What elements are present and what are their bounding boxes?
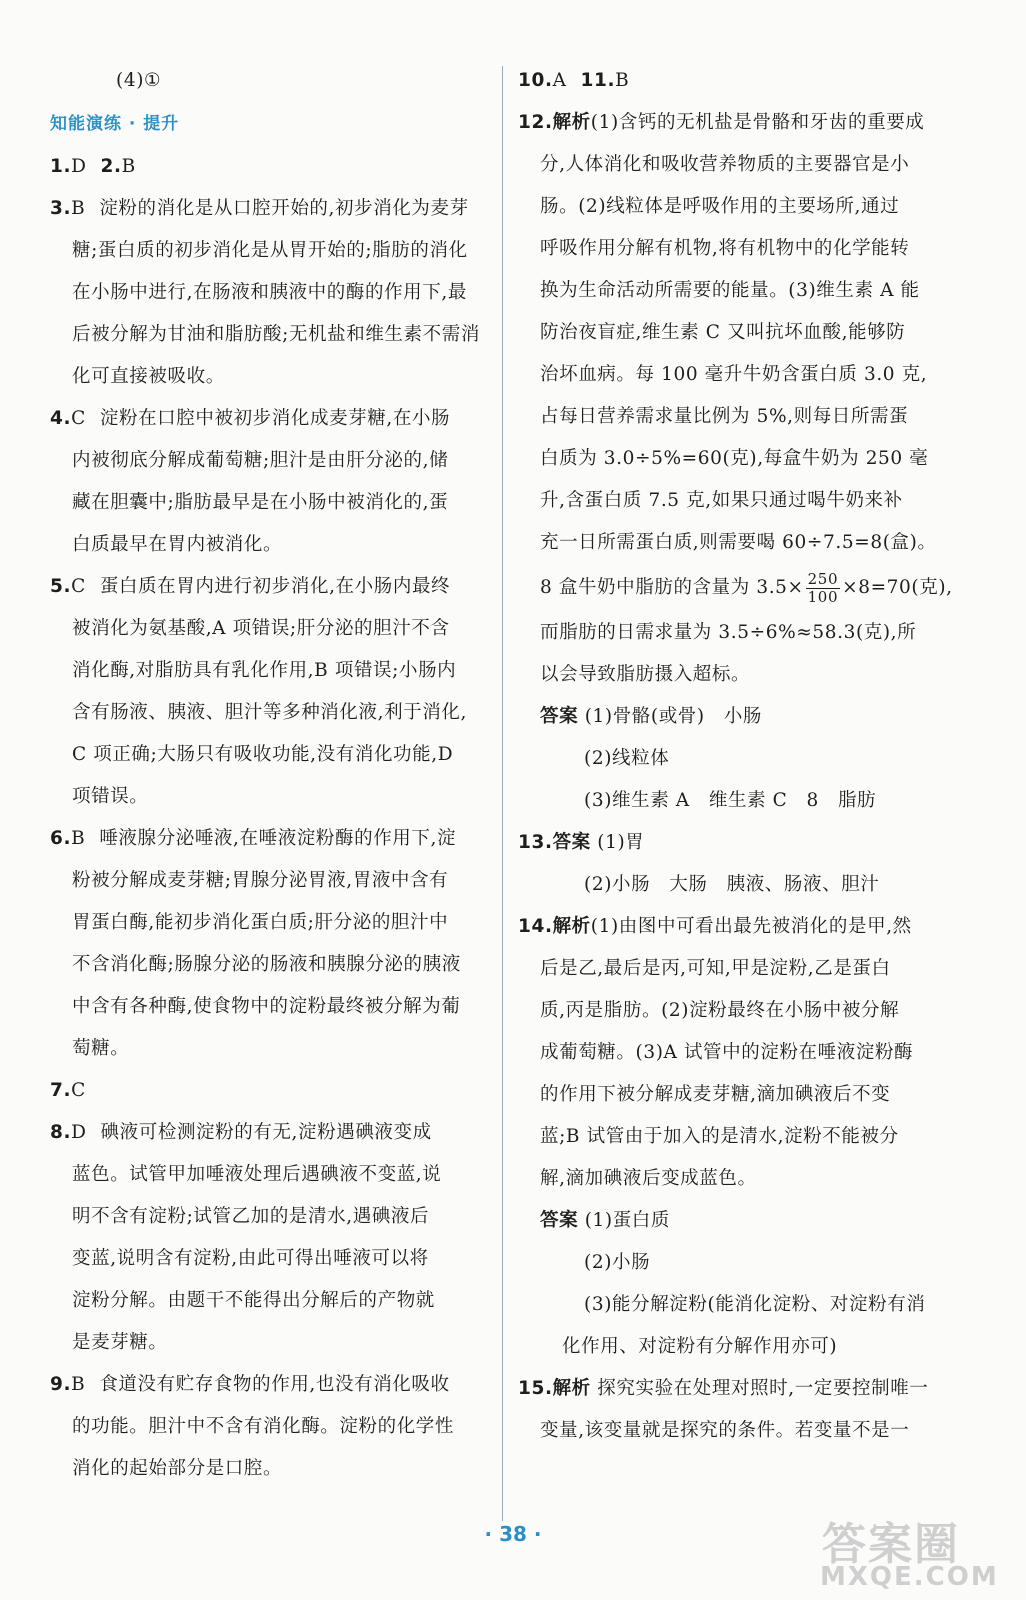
answer-line: 呼吸作用分解有机物,将有机物中的化学能转 [540, 238, 910, 259]
section-title: 知能演练 · 提升 [50, 114, 180, 134]
answer-line: 答案 (1)骨骼(或骨) 小肠 [540, 706, 763, 727]
answer-line: 蓝色。试管甲加唾液处理后遇碘液不变蓝,说 [72, 1164, 442, 1185]
answer-line: 12.解析(1)含钙的无机盐是骨骼和牙齿的重要成 [518, 112, 925, 133]
answer-line: (2)小肠 大肠 胰液、肠液、胆汁 [584, 874, 880, 895]
answer-line: 白质最早在胃内被消化。 [72, 534, 283, 555]
answer-line: 是麦芽糖。 [72, 1332, 168, 1353]
watermark-text: 答案圈 [822, 1519, 960, 1570]
answer-line: 消化的起始部分是口腔。 [72, 1458, 283, 1479]
answer-line: 萄糖。 [72, 1038, 130, 1059]
answer-line: (2)线粒体 [584, 748, 670, 769]
answer-line: 6.B 唾液腺分泌唾液,在唾液淀粉酶的作用下,淀 [50, 828, 457, 849]
answer-line: 白质为 3.0÷5%=60(克),每盒牛奶为 250 毫 [540, 448, 929, 469]
answer-line: 不含消化酶;肠腺分泌的肠液和胰腺分泌的胰液 [72, 954, 461, 975]
answer-line: C 项正确;大肠只有吸收功能,没有消化功能,D [72, 744, 454, 765]
answer-line: 8.D 碘液可检测淀粉的有无,淀粉遇碘液变成 [50, 1122, 432, 1143]
answer-line: 化可直接被吸收。 [72, 366, 225, 387]
answer-line: 治坏血病。每 100 毫升牛奶含蛋白质 3.0 克, [540, 364, 928, 385]
answer-line: 7.C [50, 1080, 86, 1101]
answer-line: 14.解析(1)由图中可看出最先被消化的是甲,然 [518, 916, 912, 937]
answer-line: 充一日所需蛋白质,则需要喝 60÷7.5=8(盒)。 [540, 532, 937, 553]
left-column [50, 60, 498, 1490]
fraction: $\frac{250}{100}$ [807, 569, 839, 606]
answer-line: (4)① [116, 70, 162, 91]
answer-line: 明不含有淀粉;试管乙加的是清水,遇碘液后 [72, 1206, 430, 1227]
answer-line: 而脂肪的日需求量为 3.5÷6%≈58.3(克),所 [540, 622, 917, 643]
answer-line: 蓝;B 试管由于加入的是清水,淀粉不能被分 [540, 1126, 899, 1147]
answer-line: 藏在胆囊中;脂肪最早是在小肠中被消化的,蛋 [72, 492, 449, 513]
answer-line: 答案 (1)蛋白质 [540, 1210, 670, 1231]
answer-line: 15.解析 探究实验在处理对照时,一定要控制唯一 [518, 1378, 929, 1399]
answer-line: 中含有各种酶,使食物中的淀粉最终被分解为葡 [72, 996, 461, 1017]
answer-line: 3.B 淀粉的消化是从口腔开始的,初步消化为麦芽 [50, 198, 469, 219]
answer-line: 解,滴加碘液后变成蓝色。 [540, 1168, 757, 1189]
answer-line: 5.C 蛋白质在胃内进行初步消化,在小肠内最终 [50, 576, 451, 597]
answer-line: 肠。(2)线粒体是呼吸作用的主要场所,通过 [540, 196, 900, 217]
answer-line: 后是乙,最后是丙,可知,甲是淀粉,乙是蛋白 [540, 958, 891, 979]
answer-line: 1.D 2.B [50, 156, 136, 177]
answer-line: 升,含蛋白质 7.5 克,如果只通过喝牛奶来补 [540, 490, 903, 511]
watermark-logo [812, 1504, 1022, 1596]
answer-line: 消化酶,对脂肪具有乳化作用,B 项错误;小肠内 [72, 660, 457, 681]
answer-line: 防治夜盲症,维生素 C 又叫抗坏血酸,能够防 [540, 322, 906, 343]
page-number: · 38 · [484, 1522, 542, 1546]
answer-line: 以会导致脂肪摄入超标。 [540, 664, 751, 685]
answer-line: 粉被分解成麦芽糖;胃腺分泌胃液,胃液中含有 [72, 870, 449, 891]
answer-line: 换为生命活动所需要的能量。(3)维生素 A 能 [540, 280, 920, 301]
answer-line: (3)能分解淀粉(能消化淀粉、对淀粉有消 [584, 1294, 926, 1315]
answer-line: 分,人体消化和吸收营养物质的主要器官是小 [540, 154, 910, 175]
right-column [518, 60, 970, 1452]
answer-line: 10.A 11.B [518, 70, 630, 91]
answer-line: 成葡萄糖。(3)A 试管中的淀粉在唾液淀粉酶 [540, 1042, 914, 1063]
answer-line: 8 盒牛奶中脂肪的含量为 3.5× $\frac{250}{100}$ ×8=70(克), [540, 569, 953, 606]
answer-line: 13.答案 (1)胃 [518, 832, 645, 853]
answer-line: 的功能。胆汁中不含有消化酶。淀粉的化学性 [72, 1416, 455, 1437]
answer-line: 后被分解为甘油和脂肪酸;无机盐和维生素不需消 [72, 324, 480, 345]
answer-line: 糖;蛋白质的初步消化是从胃开始的;脂肪的消化 [72, 240, 468, 261]
answer-line: 占每日营养需求量比例为 5%,则每日所需蛋 [540, 406, 909, 427]
watermark-url: MXQE.COM [820, 1562, 999, 1592]
answer-line: 被消化为氨基酸,A 项错误;肝分泌的胆汁不含 [72, 618, 450, 639]
answer-line: 的作用下被分解成麦芽糖,滴加碘液后不变 [540, 1084, 891, 1105]
column-divider [502, 66, 503, 1521]
answer-line: (2)小肠 [584, 1252, 651, 1273]
answer-line: 含有肠液、胰液、胆汁等多种消化液,利于消化, [72, 702, 467, 723]
answer-line: 化作用、对淀粉有分解作用亦可) [562, 1336, 838, 1357]
answer-line: 9.B 食道没有贮存食物的作用,也没有消化吸收 [50, 1374, 450, 1395]
answer-line: 变量,该变量就是探究的条件。若变量不是一 [540, 1420, 910, 1441]
answer-line: 淀粉分解。由题干不能得出分解后的产物就 [72, 1290, 435, 1311]
answer-line: 内被彻底分解成葡萄糖;胆汁是由肝分泌的,储 [72, 450, 449, 471]
answer-line: 在小肠中进行,在肠液和胰液中的酶的作用下,最 [72, 282, 467, 303]
answer-line: 胃蛋白酶,能初步消化蛋白质;肝分泌的胆汁中 [72, 912, 449, 933]
answer-line: 4.C 淀粉在口腔中被初步消化成麦芽糖,在小肠 [50, 408, 451, 429]
answer-line: 变蓝,说明含有淀粉,由此可得出唾液可以将 [72, 1248, 429, 1269]
answer-line: 项错误。 [72, 786, 149, 807]
answer-line: 质,丙是脂肪。(2)淀粉最终在小肠中被分解 [540, 1000, 900, 1021]
answer-line: (3)维生素 A 维生素 C 8 脂肪 [584, 790, 877, 811]
